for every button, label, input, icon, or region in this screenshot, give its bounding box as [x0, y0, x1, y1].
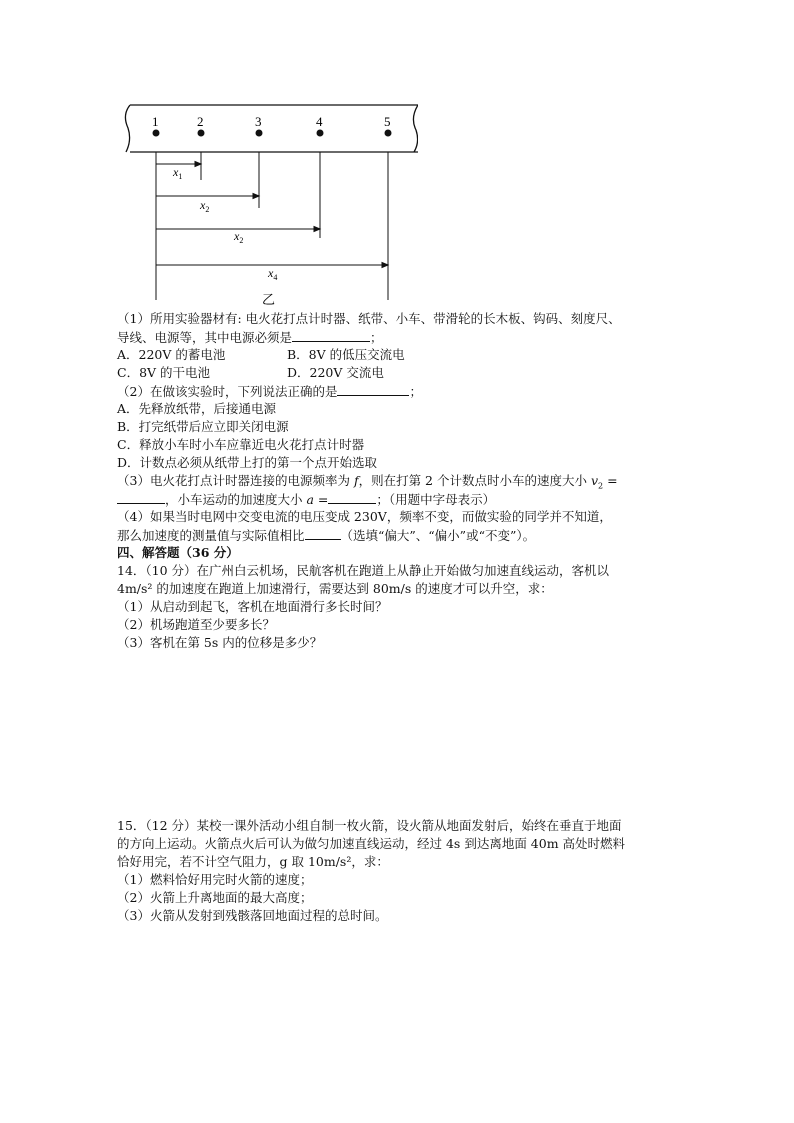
- q14-sub1: （1）从启动到起飞，客机在地面滑行多长时间？: [117, 599, 388, 614]
- q13-p4-line2: 那么加速度的测量值与实际值相比 （选填“偏大”、“偏小”或“不变”）。: [117, 528, 536, 543]
- answer-blank: [117, 490, 165, 504]
- q13-p4-line1: （4）如果当时电网中交变电流的电压变成 230V，频率不变，而做实验的同学并不知道，: [117, 509, 612, 524]
- section-heading: 四、解答题（36 分）: [117, 545, 239, 560]
- q13-p2-option-a: A．先释放纸带，后接通电源: [117, 401, 277, 416]
- q15-sub1: （1）燃料恰好用完时火箭的速度；: [117, 872, 313, 887]
- tape-dot-3: [256, 130, 263, 137]
- tape-figure: [118, 100, 418, 310]
- answer-blank: [337, 382, 409, 396]
- dim-x2: [156, 194, 259, 199]
- dim-label-x4: $x_4$: [268, 266, 278, 282]
- q14-sub3: （3）客机在第 5s 内的位移是多少？: [117, 635, 323, 650]
- tape-strip: [125, 105, 418, 152]
- option-c: C．8V 的干电池: [117, 365, 211, 380]
- q14-sub2: （2）机场跑道至少要多长？: [117, 617, 275, 632]
- dim-label-x2: $x_2$: [200, 198, 210, 214]
- question-content: [117, 310, 687, 925]
- q15-sub3: （3）火箭从发射到残骸落回地面过程的总时间。: [117, 908, 388, 923]
- answer-space: [117, 652, 687, 817]
- q14-line1: 14．（10 分）在广州白云机场，民航客机在跑道上从静止开始做匀加速直线运动，客机以: [117, 563, 610, 578]
- tape-dot-2: [198, 130, 205, 137]
- q13-p2-option-b: B．打完纸带后应立即关闭电源: [117, 419, 289, 434]
- q13-p1-options-ab: [117, 346, 687, 364]
- q13-p2-option-c: C．释放小车时小车应靠近电火花打点计时器: [117, 437, 365, 452]
- tape-dot-5: [385, 130, 392, 137]
- q15-sub2: （2）火箭上升离地面的最大高度；: [117, 890, 313, 905]
- q13-p1-line1: （1）所用实验器材有: 电火花打点计时器、纸带、小车、带滑轮的长木板、钩码、刻度尺、: [117, 311, 621, 326]
- dim-x1: [156, 162, 201, 167]
- q15-line1: 15．（12 分）某校一课外活动小组自制一枚火箭，设火箭从地面发射后，始终在垂直于地面: [117, 818, 622, 833]
- q13-p1-line2: 导线、电源等，其中电源必须是 ；: [117, 330, 383, 345]
- q13-p1-options-cd: [117, 364, 687, 382]
- tape-dot-1: [153, 130, 160, 137]
- point-label-3: 3: [255, 114, 262, 129]
- dim-label-x3: $x_2$: [234, 229, 244, 245]
- answer-blank: [305, 526, 341, 540]
- figure-caption: 乙: [262, 293, 276, 308]
- option-a: A．220V 的蓄电池: [117, 347, 226, 362]
- q13-p2-line: （2）在做该实验时，下列说法正确的是 ；: [117, 384, 422, 399]
- point-label-2: 2: [197, 114, 204, 129]
- q15-line3: 恰好用完，若不计空气阻力，g 取 10m/s²，求：: [117, 854, 389, 869]
- tape-dot-4: [317, 130, 324, 137]
- dim-label-x1: $x_1$: [173, 165, 183, 181]
- q15-line2: 的方向上运动。火箭点火后可认为做匀加速直线运动，经过 4s 到达离地面 40m 高处时燃料: [117, 836, 626, 851]
- q13-p2-option-d: D．计数点必须从纸带上打的第一个点开始选取: [117, 455, 378, 470]
- answer-blank: [328, 490, 376, 504]
- tape-diagram: [118, 100, 418, 310]
- point-label-4: 4: [316, 114, 323, 129]
- q13-p3-line2: ，小车运动的加速度大小 a = ；（用题中字母表示）: [117, 490, 687, 508]
- q14-line2: 4m/s² 的加速度在跑道上加速滑行，需要达到 80m/s 的速度才可以升空，求：: [117, 581, 553, 596]
- point-label-1: 1: [152, 114, 159, 129]
- q13-p3-line1: （3）电火花打点计时器连接的电源频率为 f，则在打第 2 个计数点时小车的速度大小 $v_2$ =: [117, 473, 618, 491]
- option-d: D．220V 交流电: [287, 365, 384, 380]
- point-label-5: 5: [384, 114, 391, 129]
- option-b: B．8V 的低压交流电: [287, 347, 405, 362]
- answer-blank: [292, 328, 370, 342]
